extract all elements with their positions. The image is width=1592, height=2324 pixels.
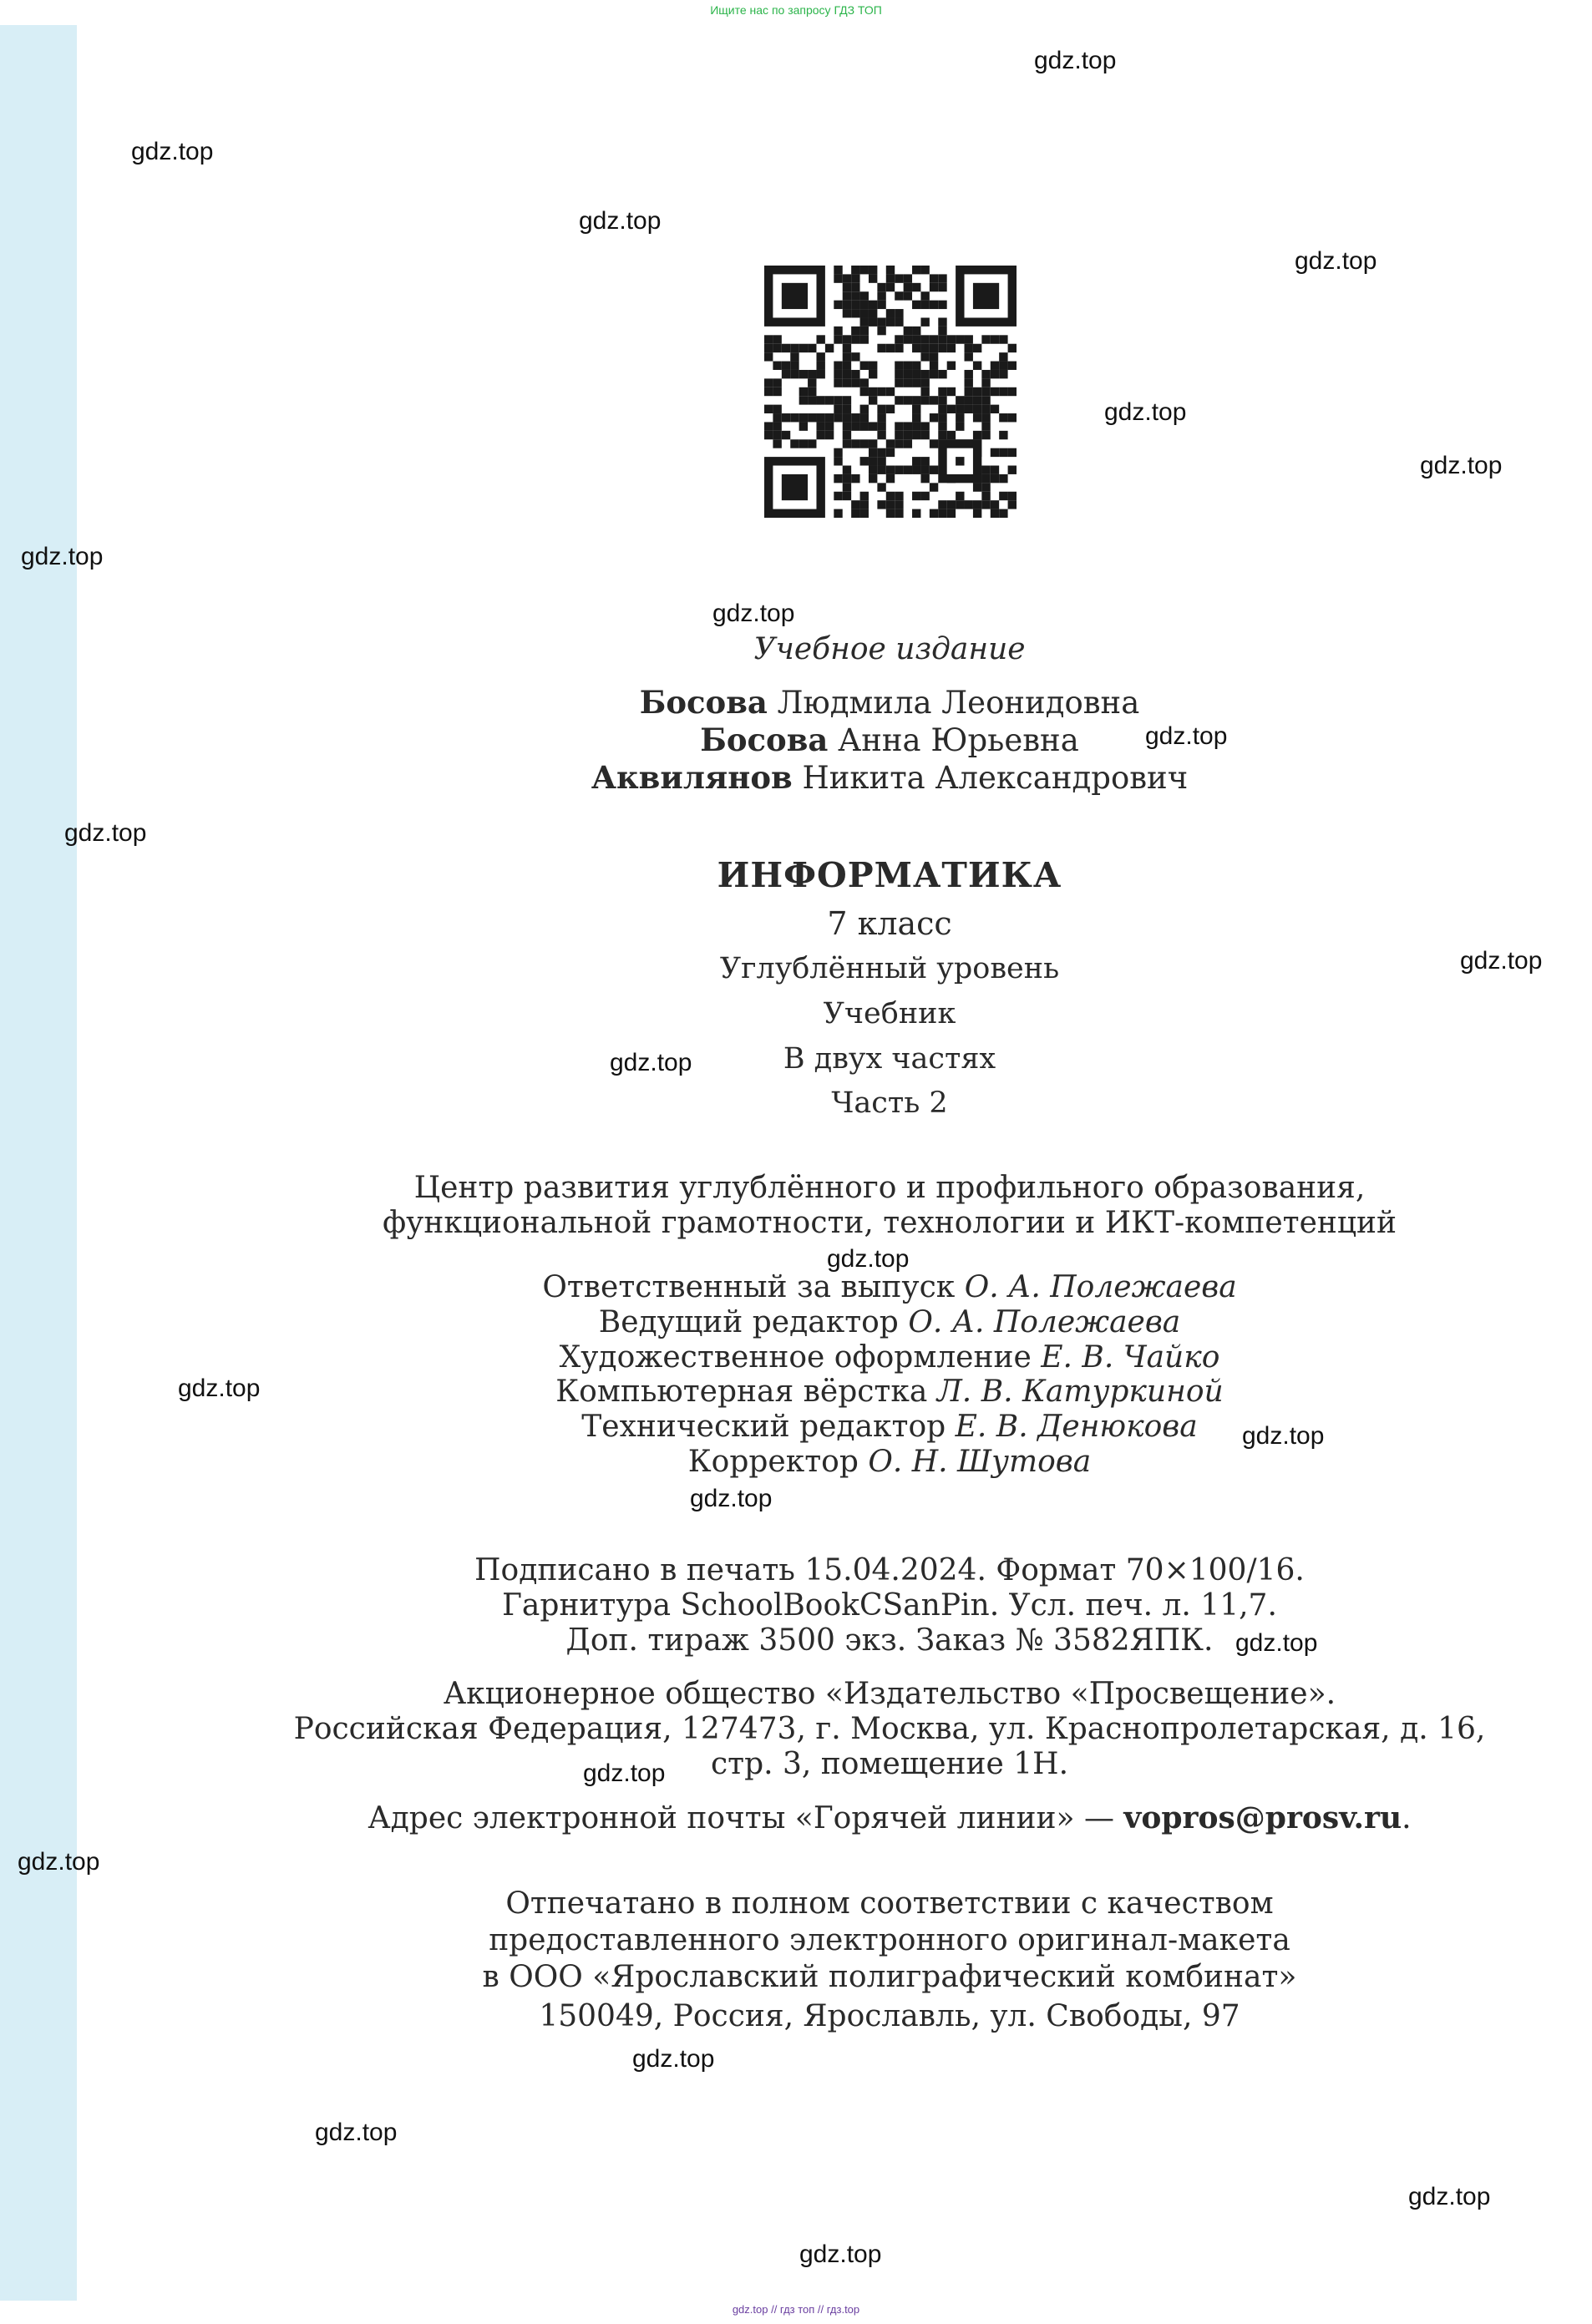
watermark: gdz.top <box>1104 398 1187 426</box>
edition-type: Учебное издание <box>753 632 1026 666</box>
credit-role: Ответственный за выпуск <box>542 1270 956 1304</box>
watermark: gdz.top <box>1408 2183 1491 2210</box>
credit-person: О. Н. Шутова <box>868 1445 1092 1479</box>
book-part: Часть 2 <box>831 1086 948 1120</box>
watermark: gdz.top <box>579 207 662 235</box>
author-name: Никита Александрович <box>802 760 1189 796</box>
credit-role: Корректор <box>687 1445 859 1479</box>
watermark: gdz.top <box>583 1759 666 1787</box>
watermark: gdz.top <box>632 2045 715 2073</box>
credit-person: Л. В. Катуркиной <box>936 1375 1224 1409</box>
watermark: gdz.top <box>1034 47 1117 74</box>
printer-line: 150049, Россия, Ярославль, ул. Свободы, 97 <box>539 1999 1240 2033</box>
watermark: gdz.top <box>799 2240 882 2268</box>
watermark: gdz.top <box>315 2119 398 2146</box>
credit-role: Художественное оформление <box>559 1340 1032 1375</box>
bottom-links[interactable]: gdz.top // гдз топ // гдз.top <box>732 2303 860 2316</box>
credit-role: Ведущий редактор <box>598 1305 899 1339</box>
credit-person: Е. В. Денюкова <box>955 1410 1198 1444</box>
book-parts: В двух частях <box>783 1042 996 1076</box>
watermark: gdz.top <box>1420 452 1503 479</box>
qr-code-image[interactable] <box>764 266 1017 518</box>
watermark: gdz.top <box>21 543 104 570</box>
author-name: Анна Юрьевна <box>838 722 1079 758</box>
credit-person: Е. В. Чайко <box>1041 1340 1220 1375</box>
watermark: gdz.top <box>1295 247 1377 275</box>
credit-role: Технический редактор <box>581 1410 946 1444</box>
author-line <box>0 722 1592 758</box>
credit-line <box>0 1412 1592 1442</box>
center-line: функциональной грамотности, технологии и ИКТ-компетенций <box>382 1206 1397 1240</box>
watermark: gdz.top <box>18 1848 100 1876</box>
print-info-line: Доп. тираж 3500 экз. Заказ № 3582ЯПК. <box>565 1623 1214 1658</box>
watermark: gdz.top <box>827 1245 910 1273</box>
watermark: gdz.top <box>1242 1422 1325 1450</box>
author-line <box>0 759 1592 796</box>
author-line <box>0 684 1592 721</box>
watermark: gdz.top <box>131 138 214 165</box>
watermark: gdz.top <box>610 1049 692 1076</box>
hotline-line <box>0 1800 1592 1835</box>
publisher-line: стр. 3, помещение 1Н. <box>710 1747 1069 1781</box>
credit-line <box>0 1340 1592 1375</box>
hotline-email-link[interactable]: vopros@prosv.ru <box>1123 1800 1402 1835</box>
scan-left-strip <box>0 25 77 2301</box>
credit-line <box>0 1447 1592 1477</box>
watermark: gdz.top <box>178 1375 261 1402</box>
book-grade: 7 класс <box>827 905 952 942</box>
credit-line <box>0 1377 1592 1407</box>
credit-person: О. А. Полежаева <box>964 1270 1237 1304</box>
author-surname: Босова <box>700 722 829 758</box>
top-search-note[interactable]: Ищите нас по запросу ГДЗ ТОП <box>710 3 882 17</box>
watermark: gdz.top <box>712 600 795 627</box>
book-kind: Учебник <box>823 997 956 1030</box>
print-info-line: Подписано в печать 15.04.2024. Формат 70×100/16. <box>474 1553 1305 1587</box>
publisher-line: Российская Федерация, 127473, г. Москва, ул. Краснопролетарская, д. 16, <box>293 1712 1486 1746</box>
author-name: Людмила Леонидовна <box>777 685 1140 721</box>
author-surname: Аквилянов <box>591 759 793 796</box>
watermark: gdz.top <box>1235 1629 1318 1657</box>
watermark: gdz.top <box>64 819 147 847</box>
hotline-label: Адрес электронной почты «Горячей линии» — <box>368 1801 1114 1835</box>
publisher-line: Акционерное общество «Издательство «Просвещение». <box>443 1677 1336 1711</box>
print-info-line: Гарнитура SchoolBookCSanPin. Усл. печ. л. 11,7. <box>502 1588 1277 1623</box>
printer-line: предоставленного электронного оригинал-макета <box>489 1923 1290 1957</box>
book-level: Углублённый уровень <box>719 952 1060 985</box>
credit-line <box>0 1270 1592 1304</box>
credit-line <box>0 1305 1592 1339</box>
credit-role: Компьютерная вёрстка <box>555 1375 928 1409</box>
hotline-end: . <box>1402 1801 1412 1835</box>
credit-person: О. А. Полежаева <box>908 1305 1181 1339</box>
center-line: Центр развития углублённого и профильного образования, <box>413 1171 1366 1205</box>
author-surname: Босова <box>639 684 768 721</box>
watermark: gdz.top <box>690 1485 773 1512</box>
printer-line: в ООО «Ярославский полиграфический комбинат» <box>482 1960 1297 1994</box>
watermark: gdz.top <box>1460 947 1543 975</box>
printer-line: Отпечатано в полном соответствии с качеством <box>505 1886 1274 1921</box>
book-title: ИНФОРМАТИКА <box>717 855 1062 895</box>
watermark: gdz.top <box>1145 722 1228 750</box>
